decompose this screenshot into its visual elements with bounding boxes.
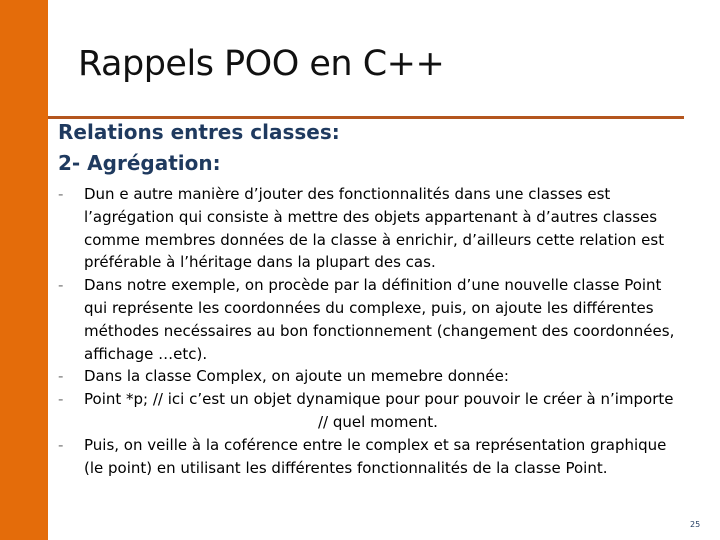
bullet-line: comme membres données de la classe à enrichir, d’ailleurs cette relation est: [84, 230, 665, 249]
section-heading: Relations entres classes:: [58, 120, 340, 144]
page-number: 25: [690, 520, 701, 529]
subsection-heading: 2- Agrégation:: [58, 151, 221, 175]
bullet-line: méthodes necéssaires au bon fonctionnement (changement des coordonnées,: [84, 321, 675, 340]
bullet-item: [58, 183, 714, 274]
bullet-line: Dans la classe Complex, on ajoute un memebre donnée:: [84, 367, 509, 386]
bullet-line: qui représente les coordonnées du complexe, puis, on ajoute les différentes: [84, 298, 654, 317]
bullet-line-comment: // quel moment.: [318, 412, 438, 431]
slide-title: Rappels POO en C++: [78, 44, 445, 84]
title-divider: [48, 116, 684, 119]
bullet-list: [58, 183, 714, 479]
dash-marker: -: [58, 390, 64, 409]
dash-marker: -: [58, 276, 64, 295]
bullet-line: Puis, on veille à la coférence entre le complex et sa représentation graphique: [84, 435, 667, 454]
bullet-item: [58, 274, 714, 365]
bullet-line: Point *p; // ici c’est un objet dynamique pour pour pouvoir le créer à n’importe: [84, 390, 674, 409]
bullet-line: affichage …etc).: [84, 344, 208, 363]
bullet-line: l’agrégation qui consiste à mettre des objets appartenant à d’autres classes: [84, 207, 658, 226]
bullet-line: (le point) en utilisant les différentes fonctionnalités de la classe Point.: [84, 458, 608, 477]
bullet-item: [58, 365, 714, 388]
bullet-item: [58, 388, 714, 434]
dash-marker: -: [58, 435, 64, 454]
side-accent-bar: [0, 0, 48, 540]
bullet-item: [58, 434, 714, 480]
dash-marker: -: [58, 185, 64, 203]
dash-marker: -: [58, 367, 64, 386]
bullet-line: Dun e autre manière d’jouter des fonctionnalités dans une classes est: [84, 185, 611, 203]
bullet-line: Dans notre exemple, on procède par la définition d’une nouvelle classe Point: [84, 276, 662, 295]
bullet-line: préférable à l’héritage dans la plupart des cas.: [84, 253, 436, 272]
